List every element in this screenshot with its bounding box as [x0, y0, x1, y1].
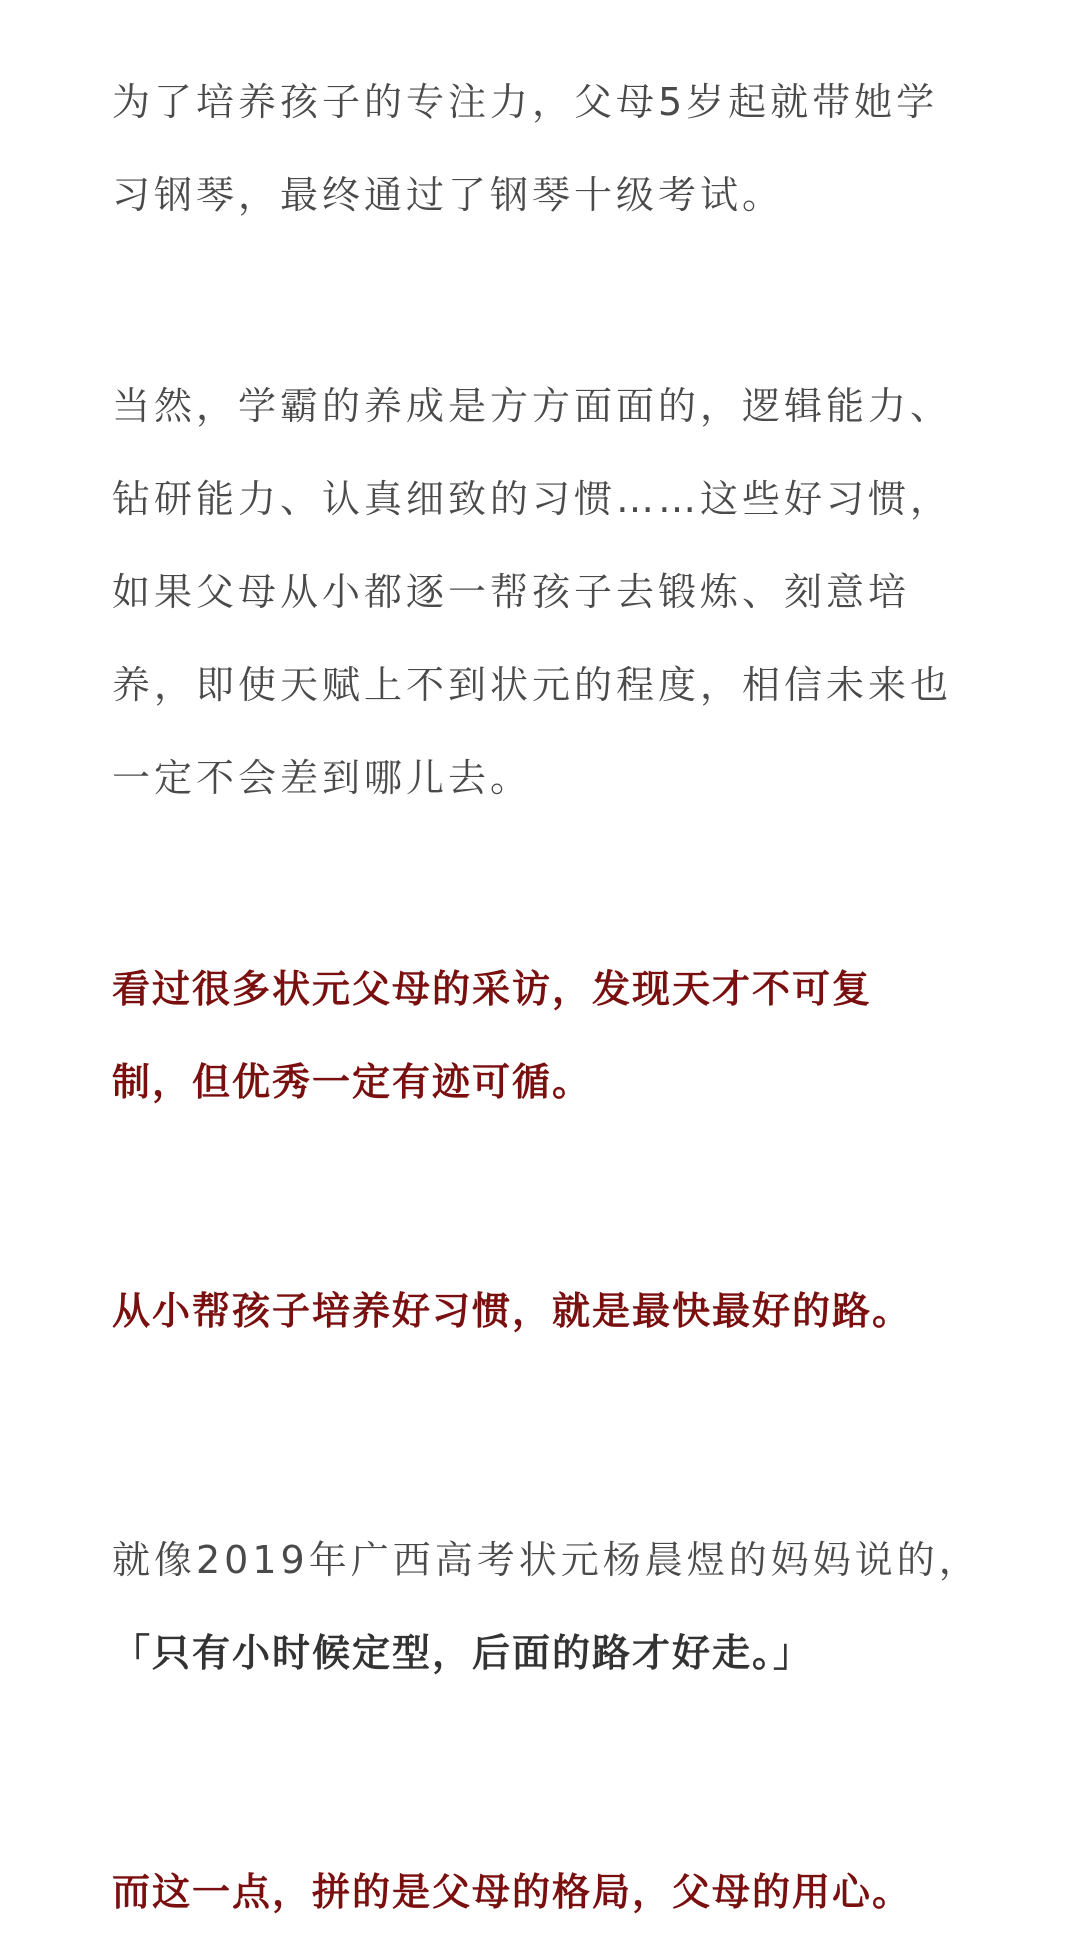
paragraph-spacer [112, 825, 982, 943]
paragraph-mother-quote-intro: 就像2019年广西高考状元杨晨煜的妈妈说的， [112, 1538, 981, 1582]
paragraph-piano: 为了培养孩子的专注力，父母5岁起就带她学 习钢琴，最终通过了钢琴十级考试。 [112, 80, 939, 217]
paragraph-habits: 当然，学霸的养成是方方面面的，逻辑能力、 钻研能力、认真细致的习惯……这些好习惯， 如果父母从小都逐一帮孩子去锻炼、刻意培 养，即使天赋上不到状元的程度，相信未来也 一定不会差到哪儿去。 [112, 384, 953, 800]
paragraph-spacer [112, 1358, 982, 1514]
article-body [112, 56, 982, 1939]
paragraph-spacer [112, 1129, 982, 1265]
paragraph-spacer [112, 1700, 982, 1846]
highlight-good-habits: 从小帮孩子培养好习惯，就是最快最好的路。 [112, 1289, 913, 1333]
paragraph-spacer [112, 242, 982, 360]
highlight-interviews: 看过很多状元父母的采访，发现天才不可复 制，但优秀一定有迹可循。 [112, 967, 873, 1104]
highlight-parents-vision: 而这一点，拼的是父母的格局，父母的用心。 [112, 1870, 913, 1914]
quote-text: 「只有小时候定型，后面的路才好走。」 [112, 1631, 814, 1675]
